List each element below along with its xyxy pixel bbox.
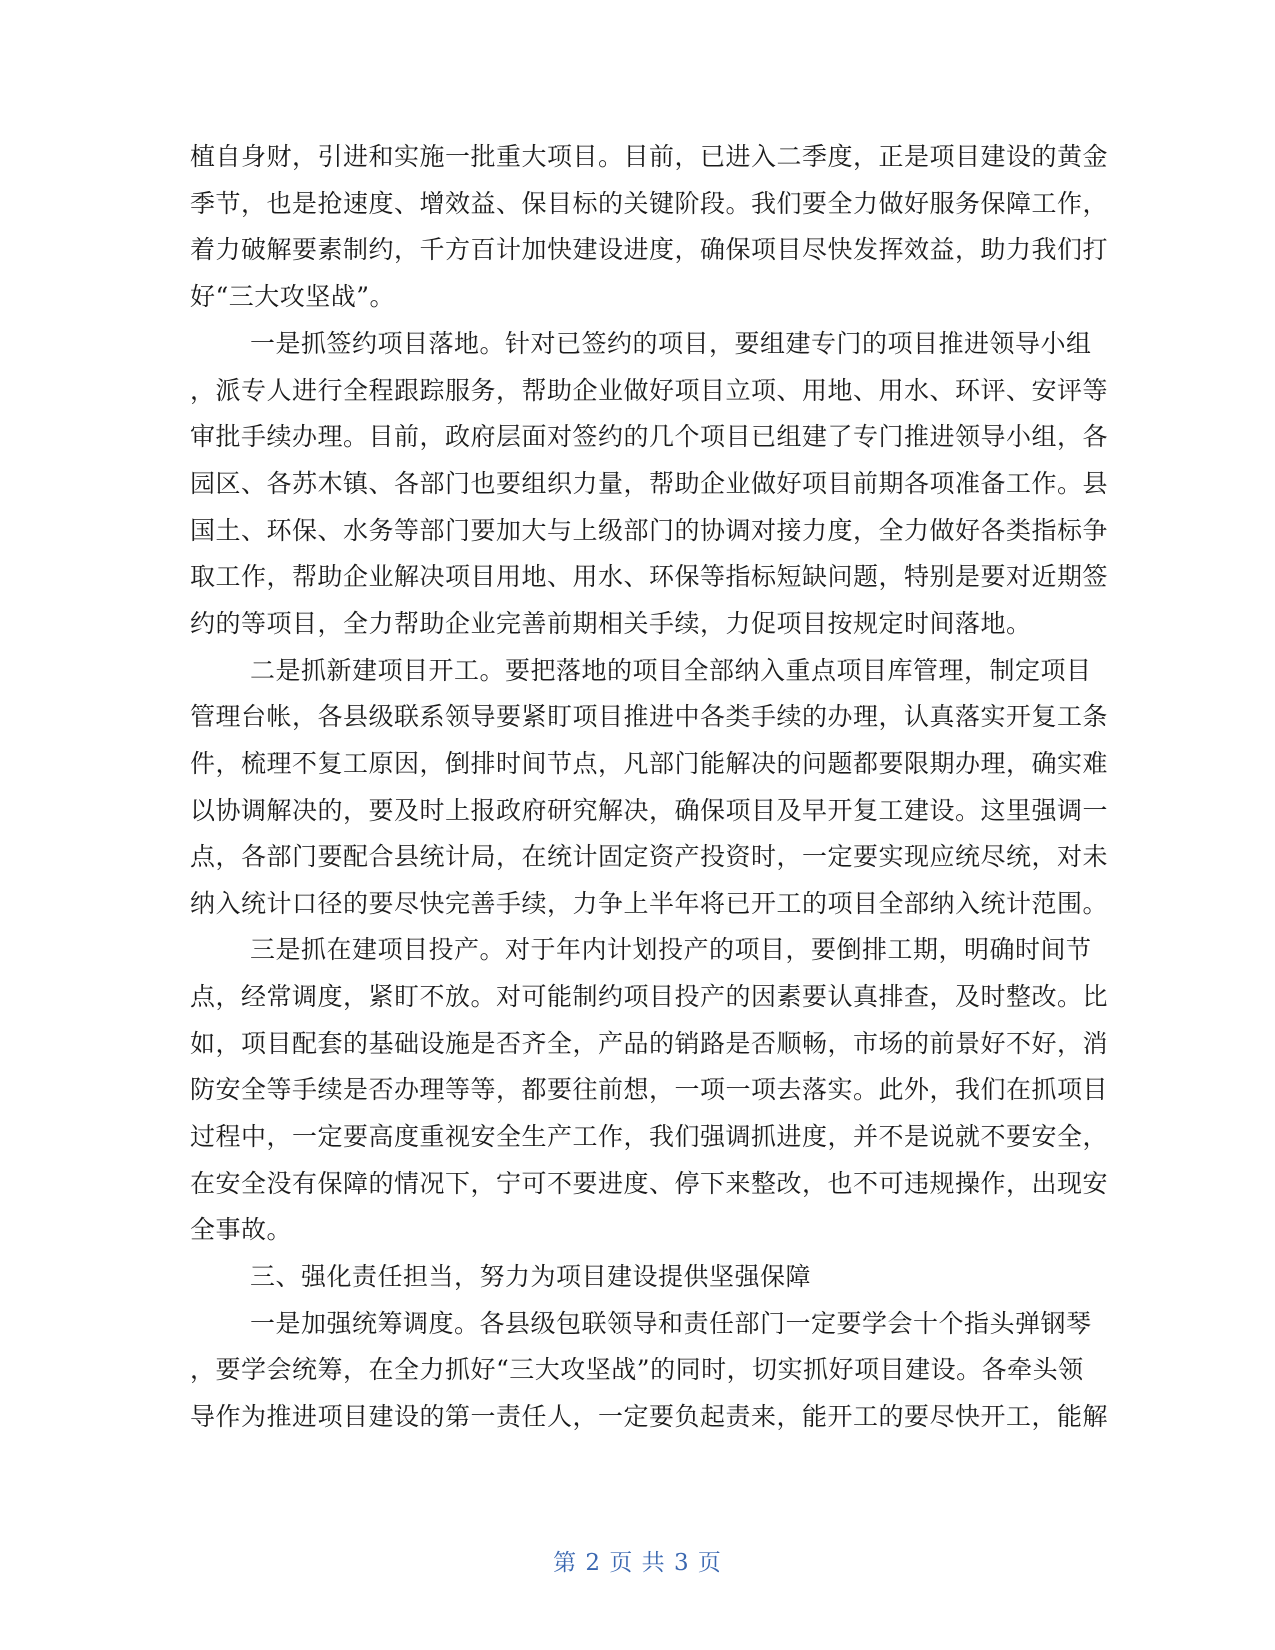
body-line: 着力破解要素制约，千方百计加快建设进度，确保项目尽快发挥效益，助力我们打 (190, 235, 1109, 264)
paragraph-first-line: 二是抓新建项目开工。要把落地的项目全部纳入重点项目库管理，制定项目 (250, 656, 1092, 685)
paragraph-first-line: 一是抓签约项目落地。针对已签约的项目，要组建专门的项目推进领导小组 (250, 329, 1092, 358)
body-line: 纳入统计口径的要尽快完善手续，力争上半年将已开工的项目全部纳入统计范围。 (190, 889, 1109, 918)
section-heading: 三、强化责任担当，努力为项目建设提供坚强保障 (250, 1262, 812, 1291)
body-line: 点，各部门要配合县统计局，在统计固定资产投资时，一定要实现应统尽统，对未 (190, 842, 1109, 871)
body-line: 取工作，帮助企业解决项目用地、用水、环保等指标短缺问题，特别是要对近期签 (190, 562, 1109, 591)
body-line: 防安全等手续是否办理等等，都要往前想，一项一项去落实。此外，我们在抓项目 (190, 1075, 1109, 1104)
body-line: 约的等项目，全力帮助企业完善前期相关手续，力促项目按规定时间落地。 (190, 609, 1032, 638)
body-line: 件，梳理不复工原因，倒排时间节点，凡部门能解决的问题都要限期办理，确实难 (190, 749, 1109, 778)
body-line: 国土、环保、水务等部门要加大与上级部门的协调对接力度，全力做好各类指标争 (190, 516, 1109, 545)
body-line: 过程中，一定要高度重视安全生产工作，我们强调抓进度，并不是说就不要安全， (190, 1122, 1109, 1151)
body-line: 植自身财，引进和实施一批重大项目。目前，已进入二季度，正是项目建设的黄金 (190, 142, 1109, 171)
body-line: 好“三大攻坚战”。 (190, 282, 396, 311)
body-line: 审批手续办理。目前，政府层面对签约的几个项目已组建了专门推进领导小组，各 (190, 422, 1109, 451)
body-line: ，派专人进行全程跟踪服务，帮助企业做好项目立项、用地、用水、环评、安评等 (190, 376, 1109, 405)
paragraph-first-line: 三是抓在建项目投产。对于年内计划投产的项目，要倒排工期，明确时间节 (250, 935, 1092, 964)
body-line: 导作为推进项目建设的第一责任人，一定要负起责来，能开工的要尽快开工，能解 (190, 1402, 1109, 1431)
body-line: ，要学会统筹，在全力抓好“三大攻坚战”的同时，切实抓好项目建设。各牵头领 (190, 1355, 1084, 1384)
body-line: 全事故。 (190, 1215, 293, 1244)
body-line: 以协调解决的，要及时上报政府研究解决，确保项目及早开复工建设。这里强调一 (190, 796, 1109, 825)
body-line: 在安全没有保障的情况下，宁可不要进度、停下来整改，也不可违规操作，出现安 (190, 1169, 1109, 1198)
body-line: 如，项目配套的基础设施是否齐全，产品的销路是否顺畅，市场的前景好不好，消 (190, 1029, 1109, 1058)
paragraph-first-line: 一是加强统筹调度。各县级包联领导和责任部门一定要学会十个指头弹钢琴 (250, 1309, 1092, 1338)
body-line: 季节，也是抢速度、增效益、保目标的关键阶段。我们要全力做好服务保障工作， (190, 189, 1109, 218)
body-line: 管理台帐，各县级联系领导要紧盯项目推进中各类手续的办理，认真落实开复工条 (190, 702, 1109, 731)
body-line: 点，经常调度，紧盯不放。对可能制约项目投产的因素要认真排查，及时整改。比 (190, 982, 1109, 1011)
page-number-footer: 第 2 页 共 3 页 (553, 1550, 722, 1576)
body-line: 园区、各苏木镇、各部门也要组织力量，帮助企业做好项目前期各项准备工作。县 (190, 469, 1109, 498)
